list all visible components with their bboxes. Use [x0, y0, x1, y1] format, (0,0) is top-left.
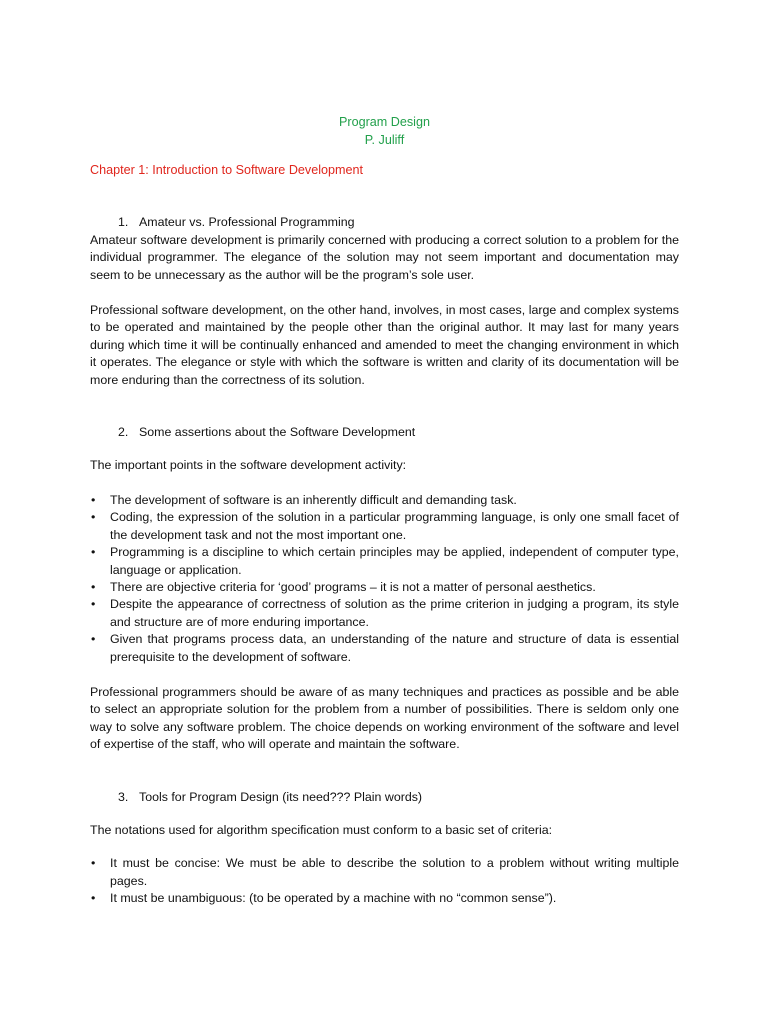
list-item-text: It must be unambiguous: (to be operated by a machine with no “common sense”). [110, 891, 557, 906]
section-3-intro: The notations used for algorithm specification must conform to a basic set of criteria: [90, 822, 553, 837]
section-1-paragraph-1: Amateur software development is primarily concerned with producing a correct solution to a problem for the individual programmer. The elegance of the solution may not seem important and documentation may seem to be unnecessary as the author will be the program’s sole user. [90, 232, 679, 282]
list-item-text: There are objective criteria for ‘good’ programs – it is not a matter of personal aesthetics. [110, 579, 596, 594]
document-title: Program Design [339, 115, 430, 129]
list-item-text: The development of software is an inherently difficult and demanding task. [110, 492, 517, 507]
list-item-text: It must be concise: We must be able to describe the solution to a problem without writing multiple pages. [110, 856, 679, 888]
bullet-icon: • [91, 632, 96, 647]
list-item-text: Given that programs process data, an understanding of the nature and structure of data is essential prerequisite to the development of software. [110, 632, 679, 664]
list-item [90, 631, 679, 666]
list-item-text: Coding, the expression of the solution in a particular programming language, is only one small facet of the development task and not the most important one. [110, 510, 679, 542]
document-body [90, 113, 679, 908]
section-number: 2. [118, 425, 129, 440]
list-item-text: Despite the appearance of correctness of solution as the prime criterion in judging a program, its style and structure are of more enduring importance. [110, 597, 679, 629]
section-3-bullet-list [90, 855, 679, 907]
list-item [90, 509, 679, 544]
section-title: Some assertions about the Software Development [139, 425, 416, 440]
list-item [90, 890, 679, 907]
bullet-icon: • [91, 510, 96, 525]
bullet-icon: • [91, 579, 96, 594]
list-item [90, 855, 679, 890]
section-title: Tools for Program Design (its need??? Plain words) [139, 789, 423, 804]
list-item [90, 544, 679, 579]
chapter-heading: Chapter 1: Introduction to Software Development [90, 163, 364, 177]
section-1-paragraph-2: Professional software development, on the other hand, involves, in most cases, large and complex systems to be operated and maintained by the people other than the original author. It may last for many years during which time it will be continually enhanced and amended to meet the changing environment in which it operates. The elegance or style with which the software is written and clarity of its documentation will be more enduring than the correctness of its solution. [90, 303, 679, 387]
section-title: Amateur vs. Professional Programming [139, 215, 355, 230]
list-item [90, 579, 679, 596]
bullet-icon: • [91, 891, 96, 906]
section-2-closing: Professional programmers should be aware of as many techniques and practices as possible and be able to select an appropriate solution for the problem from a number of possibilities. There is seldom only one way to solve any software problem. The choice depends on working environment of the software and level of expertise of the staff, who will operate and maintain the software. [90, 684, 679, 752]
section-3-heading [90, 789, 679, 806]
bullet-icon: • [91, 597, 96, 612]
list-item [90, 492, 679, 509]
section-2-bullet-list [90, 492, 679, 666]
list-item-text: Programming is a discipline to which certain principles may be applied, independent of computer type, language or application. [110, 545, 679, 577]
bullet-icon: • [91, 545, 96, 560]
bullet-icon: • [91, 492, 96, 507]
list-item [90, 596, 679, 631]
section-number: 1. [118, 215, 129, 230]
section-1-heading [90, 214, 679, 231]
section-2-heading [90, 424, 679, 441]
document-author: P. Juliff [364, 133, 405, 147]
bullet-icon: • [91, 856, 96, 871]
section-2-intro: The important points in the software development activity: [90, 458, 407, 473]
section-number: 3. [118, 789, 129, 804]
